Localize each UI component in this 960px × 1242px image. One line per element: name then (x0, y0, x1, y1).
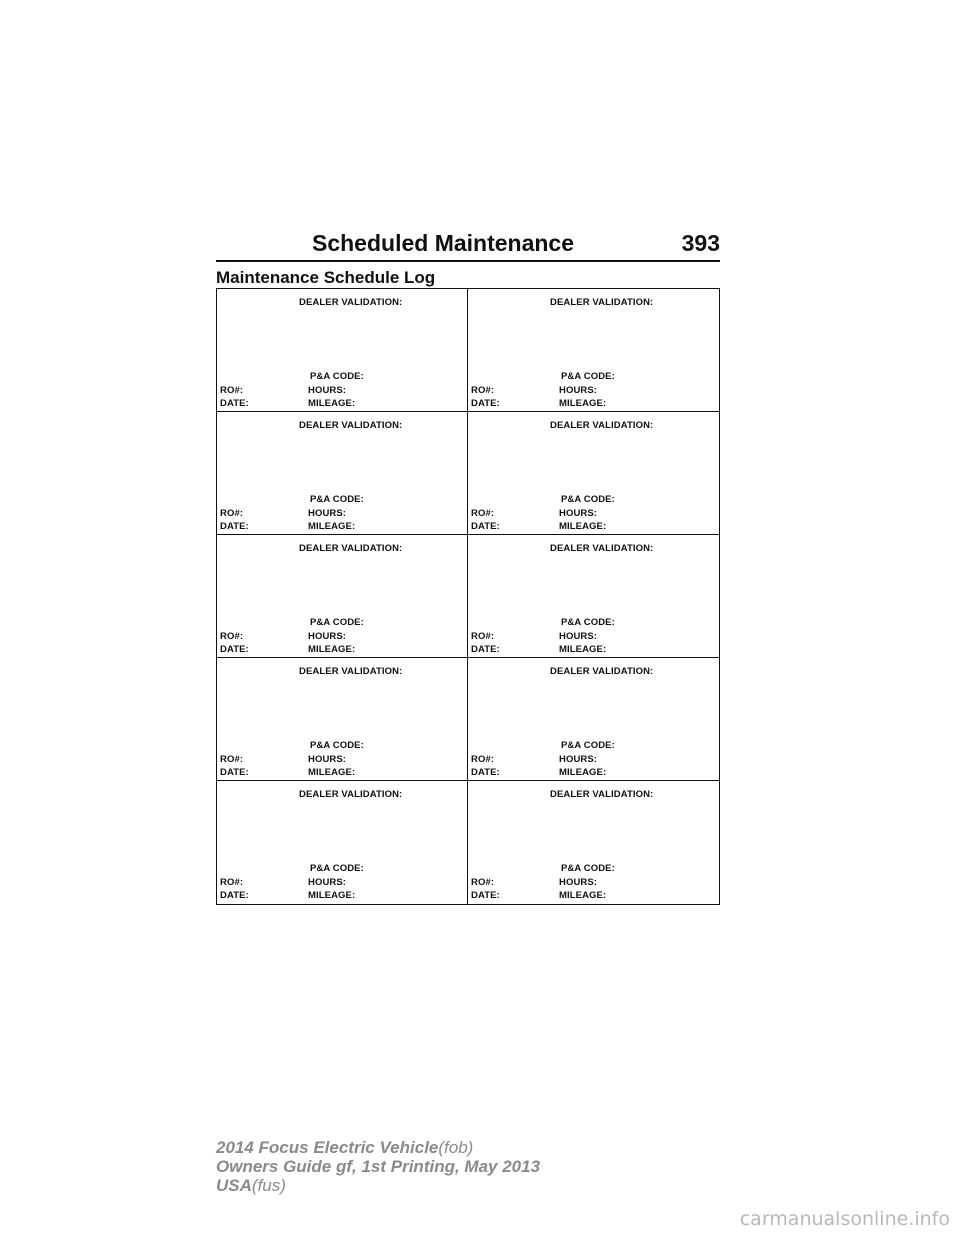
footer-vehicle-code: (fob) (438, 1138, 474, 1157)
mileage-label: MILEAGE: (559, 890, 607, 901)
dealer-validation-label: DEALER VALIDATION: (299, 420, 403, 431)
page-number: 393 (681, 230, 720, 256)
ro-number-label: RO#: (471, 385, 495, 396)
footer-line-1 (216, 1138, 540, 1157)
hours-label: HOURS: (559, 631, 598, 642)
date-label: DATE: (220, 521, 249, 532)
log-entry-cell (468, 781, 719, 904)
mileage-label: MILEAGE: (559, 521, 607, 532)
maintenance-log-table (216, 288, 720, 905)
date-label: DATE: (471, 890, 500, 901)
dealer-validation-label: DEALER VALIDATION: (550, 666, 654, 677)
log-entry-cell (217, 412, 468, 535)
mileage-label: MILEAGE: (308, 890, 356, 901)
dealer-validation-label: DEALER VALIDATION: (299, 789, 403, 800)
hours-label: HOURS: (559, 508, 598, 519)
dealer-validation-label: DEALER VALIDATION: (550, 543, 654, 554)
mileage-label: MILEAGE: (559, 644, 607, 655)
date-label: DATE: (471, 644, 500, 655)
ro-number-label: RO#: (471, 508, 495, 519)
date-label: DATE: (471, 521, 500, 532)
mileage-label: MILEAGE: (559, 767, 607, 778)
footer (216, 1138, 540, 1195)
hours-label: HOURS: (559, 877, 598, 888)
footer-line-2: Owners Guide gf, 1st Printing, May 2013 (216, 1157, 541, 1176)
pa-code-label: P&A CODE: (561, 617, 615, 628)
log-entry-cell (468, 289, 719, 412)
pa-code-label: P&A CODE: (561, 863, 615, 874)
log-entry-cell (217, 535, 468, 658)
pa-code-label: P&A CODE: (310, 494, 364, 505)
mileage-label: MILEAGE: (559, 398, 607, 409)
ro-number-label: RO#: (471, 631, 495, 642)
ro-number-label: RO#: (471, 877, 495, 888)
mileage-label: MILEAGE: (308, 767, 356, 778)
hours-label: HOURS: (559, 754, 598, 765)
section-title: Scheduled Maintenance (312, 230, 575, 256)
log-title: Maintenance Schedule Log (216, 268, 436, 287)
mileage-label: MILEAGE: (308, 644, 356, 655)
log-entry-cell (468, 658, 719, 781)
watermark: carmanualsonline.info (739, 1208, 950, 1230)
pa-code-label: P&A CODE: (310, 371, 364, 382)
pa-code-label: P&A CODE: (561, 740, 615, 751)
ro-number-label: RO#: (220, 877, 244, 888)
hours-label: HOURS: (559, 385, 598, 396)
hours-label: HOURS: (308, 877, 347, 888)
hours-label: HOURS: (308, 385, 347, 396)
ro-number-label: RO#: (220, 754, 244, 765)
mileage-label: MILEAGE: (308, 521, 356, 532)
pa-code-label: P&A CODE: (561, 371, 615, 382)
footer-market: USA (216, 1176, 252, 1195)
date-label: DATE: (471, 767, 500, 778)
log-entry-cell (468, 535, 719, 658)
ro-number-label: RO#: (220, 631, 244, 642)
hours-label: HOURS: (308, 508, 347, 519)
pa-code-label: P&A CODE: (310, 863, 364, 874)
log-entry-cell (217, 781, 468, 904)
footer-line-3 (216, 1176, 540, 1195)
footer-market-code: (fus) (251, 1176, 286, 1195)
pa-code-label: P&A CODE: (310, 617, 364, 628)
date-label: DATE: (471, 398, 500, 409)
date-label: DATE: (220, 398, 249, 409)
dealer-validation-label: DEALER VALIDATION: (550, 420, 654, 431)
ro-number-label: RO#: (471, 754, 495, 765)
log-entry-cell (468, 412, 719, 535)
pa-code-label: P&A CODE: (310, 740, 364, 751)
hours-label: HOURS: (308, 631, 347, 642)
dealer-validation-label: DEALER VALIDATION: (299, 543, 403, 554)
date-label: DATE: (220, 767, 249, 778)
pa-code-label: P&A CODE: (561, 494, 615, 505)
ro-number-label: RO#: (220, 508, 244, 519)
dealer-validation-label: DEALER VALIDATION: (550, 789, 654, 800)
dealer-validation-label: DEALER VALIDATION: (299, 666, 403, 677)
date-label: DATE: (220, 890, 249, 901)
log-entry-cell (217, 289, 468, 412)
mileage-label: MILEAGE: (308, 398, 356, 409)
hours-label: HOURS: (308, 754, 347, 765)
footer-vehicle: 2014 Focus Electric Vehicle (216, 1138, 439, 1157)
ro-number-label: RO#: (220, 385, 244, 396)
log-entry-cell (217, 658, 468, 781)
dealer-validation-label: DEALER VALIDATION: (550, 297, 654, 308)
dealer-validation-label: DEALER VALIDATION: (299, 297, 403, 308)
date-label: DATE: (220, 644, 249, 655)
page-header (216, 226, 720, 262)
